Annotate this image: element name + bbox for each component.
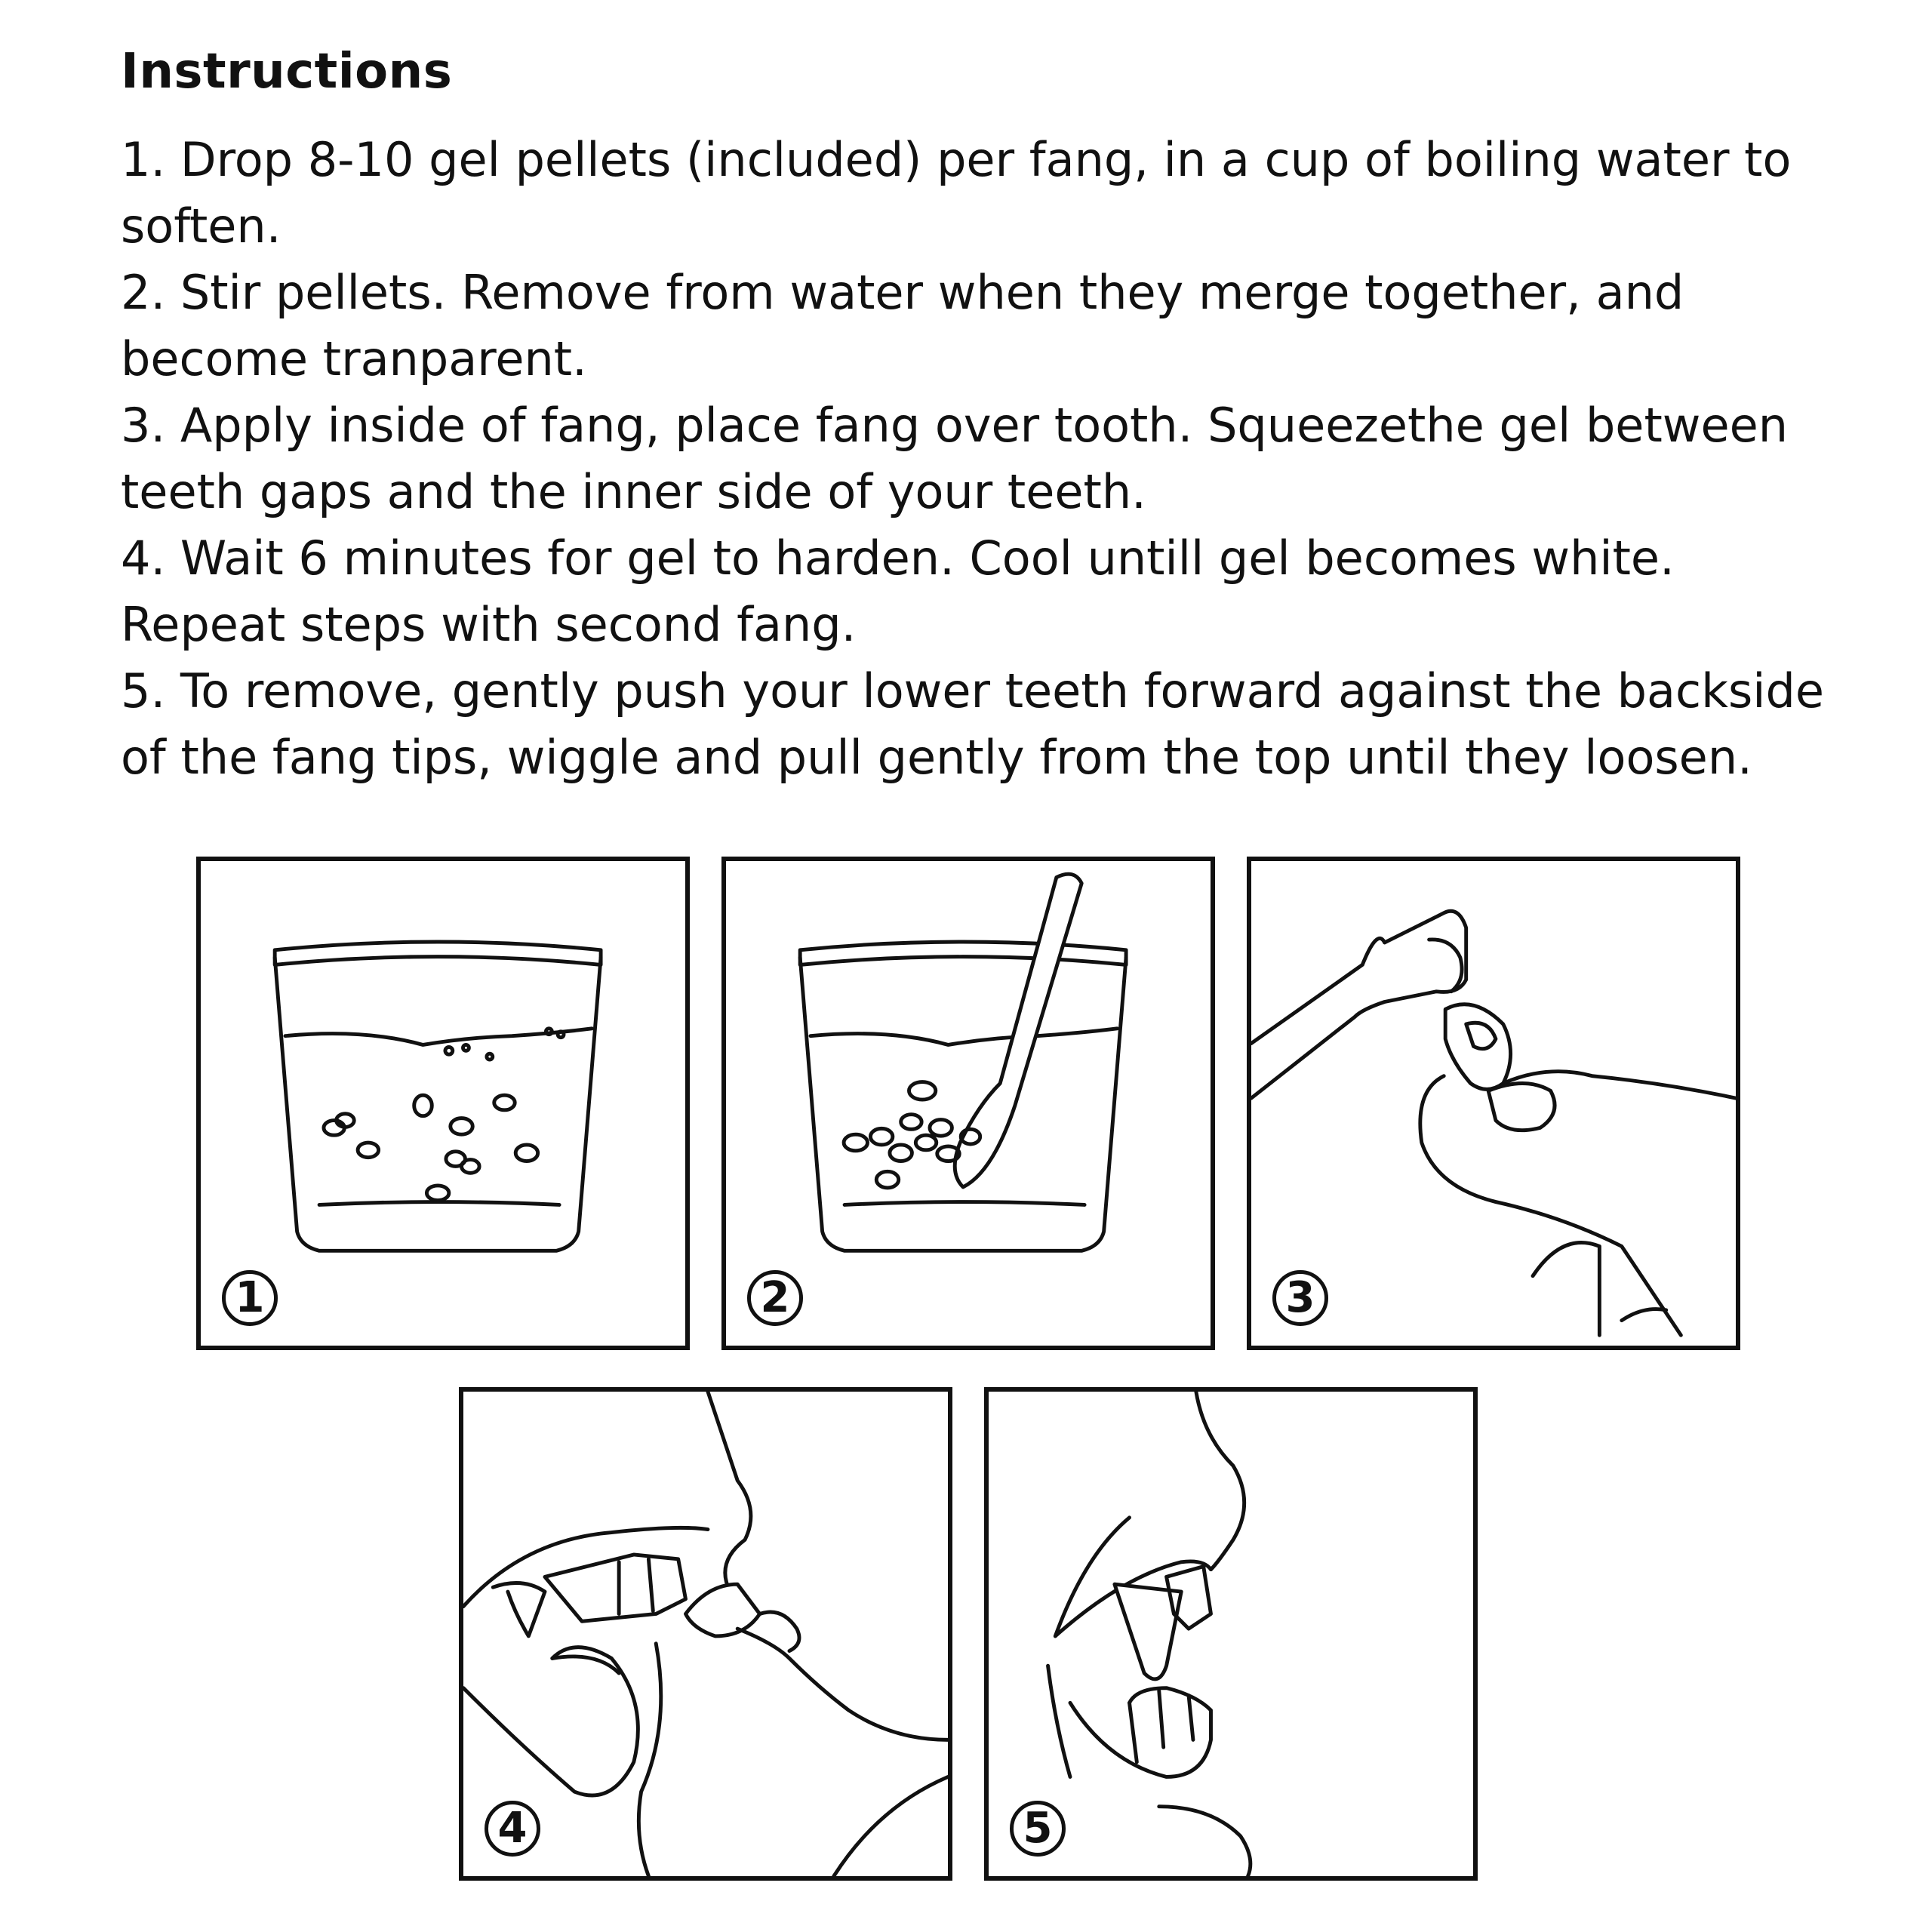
cup-with-pellets-icon bbox=[201, 861, 685, 1346]
step-number-badge: 1 bbox=[222, 1270, 278, 1326]
figure-panel-3 bbox=[1247, 857, 1740, 1350]
instruction-step-1: 1. Drop 8-10 gel pellets (included) per fang, in a cup of boiling water to soften. bbox=[121, 132, 1792, 254]
step-number-badge: 2 bbox=[747, 1270, 803, 1326]
figure-panel-2 bbox=[721, 857, 1215, 1350]
instruction-steps-list bbox=[121, 127, 1849, 791]
figure-panel-1 bbox=[196, 857, 690, 1350]
cup-with-spoon-stirring-icon bbox=[726, 861, 1211, 1346]
instruction-step-3: 3. Apply inside of fang, place fang over tooth. Squeezethe gel between teeth gaps and the inner side of your teeth. bbox=[121, 398, 1789, 519]
placing-fang-over-tooth-icon bbox=[463, 1392, 948, 1876]
instructions-title: Instructions bbox=[121, 44, 453, 100]
instruction-step-5: 5. To remove, gently push your lower teeth forward against the backside of the fang tips, wiggle and pull gently from the top until they loosen. bbox=[121, 663, 1825, 785]
step-number-badge: 5 bbox=[1010, 1801, 1066, 1857]
instruction-step-2: 2. Stir pellets. Remove from water when they merge together, and become tranparent. bbox=[121, 265, 1684, 386]
figure-panel-4 bbox=[459, 1387, 952, 1881]
step-number-badge: 4 bbox=[485, 1801, 540, 1857]
hand-applying-gel-to-fang-icon bbox=[1251, 861, 1736, 1346]
instruction-step-4: 4. Wait 6 minutes for gel to harden. Cool untill gel becomes white. Repeat steps with second fang. bbox=[121, 531, 1675, 652]
figure-panel-5 bbox=[984, 1387, 1478, 1881]
step-number-badge: 3 bbox=[1272, 1270, 1328, 1326]
fangs-in-mouth-icon bbox=[989, 1392, 1473, 1876]
